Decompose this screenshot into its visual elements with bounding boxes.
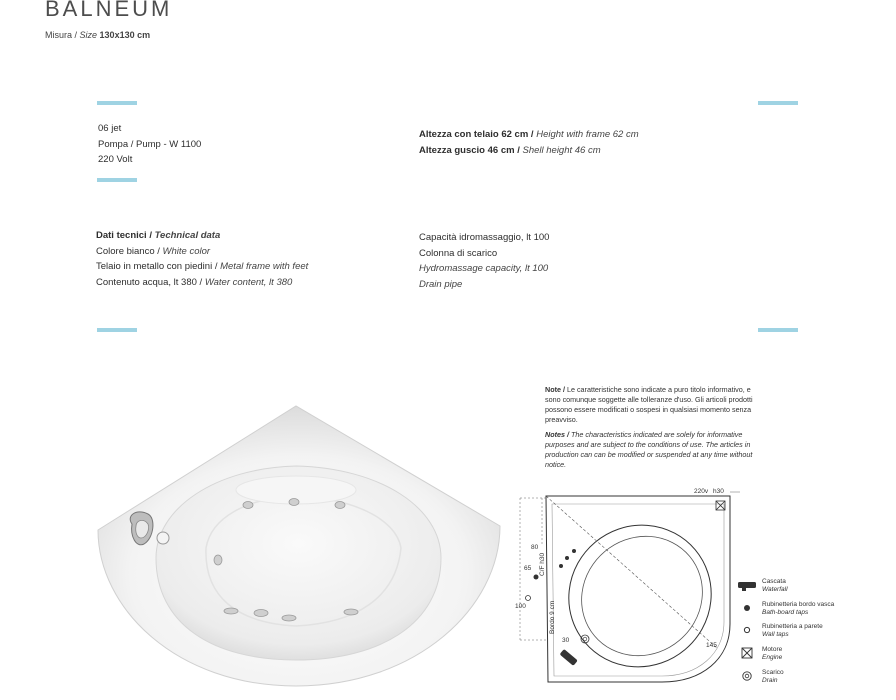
notes-italian: Note / Le caratteristiche sono indicate a puro titolo informativo, e sono comunque soggette alle tolleranze d'uso. Gli articoli prodotti possono essere modificati o sospesi in qualsiasi momento senza preavviso.	[545, 385, 753, 424]
technical-data-left	[96, 228, 308, 290]
accent-bar-top-left	[97, 101, 137, 105]
frame-spec: Telaio in metallo con piedini / Metal frame with feet	[96, 261, 309, 272]
frame-height: Altezza con telaio 62 cm / Height with frame 62 cm	[419, 129, 639, 140]
crossed-box-icon	[738, 647, 756, 659]
bathtub-product-image	[96, 398, 502, 688]
plan-drawing	[512, 484, 742, 690]
double-circle-icon	[738, 670, 756, 682]
size-label: Misura /	[45, 30, 80, 40]
specs-left	[98, 121, 201, 168]
dim-100: 100	[515, 603, 526, 610]
hydro-capacity-it: Capacità idromassaggio, lt 100	[419, 232, 550, 243]
pump-spec: Pompa / Pump - W 1100	[98, 138, 202, 150]
dim-cf-h30: C/F h30	[539, 552, 546, 576]
dim-30: 30	[562, 637, 570, 644]
dim-65: 65	[524, 565, 532, 572]
dim-145: 145	[706, 642, 717, 649]
shell-height: Altezza guscio 46 cm / Shell height 46 cm	[419, 144, 601, 156]
open-circle-icon	[738, 624, 756, 636]
waterfall-icon	[738, 579, 756, 591]
notes-english: Notes / The characteristics indicated are solely for informative purposes and are subject to the conditions of use. The articles in production can can be modified or suspended at any time without notice.	[545, 430, 753, 469]
drain-pipe-it: Colonna di scarico	[419, 247, 498, 259]
water-spec: Contenuto acqua, lt 380 / Water content, lt 380	[96, 276, 293, 288]
accent-bar-bottom-right	[758, 328, 798, 332]
drain-pipe-en: Drain pipe	[419, 278, 463, 290]
filled-dot-icon	[738, 602, 756, 614]
voltage-spec: 220 Volt	[98, 154, 133, 165]
dim-h30: h30	[713, 488, 724, 495]
dim-220v: 220v	[694, 488, 709, 495]
accent-bar-mid-left	[97, 178, 137, 182]
specs-right	[419, 127, 639, 158]
size-label-en: Size	[79, 30, 98, 40]
hydro-capacity-en: Hydromassage capacity, lt 100	[419, 263, 549, 274]
product-title: BALNEUM	[45, 0, 173, 21]
waterfall-fixture-icon	[560, 649, 578, 666]
dim-bordo: Bordo 9 cm	[549, 600, 556, 634]
color-spec: Colore bianco / White color	[96, 245, 211, 257]
accent-bar-top-right	[758, 101, 798, 105]
jets-count: 06 jet	[98, 123, 122, 134]
technical-data-right	[419, 230, 549, 292]
technical-heading: Dati tecnici / Technical data	[96, 230, 221, 241]
dim-80: 80	[531, 544, 539, 551]
size-line	[45, 30, 150, 40]
size-value: 130x130 cm	[99, 30, 151, 40]
accent-bar-bottom-left	[97, 328, 137, 332]
